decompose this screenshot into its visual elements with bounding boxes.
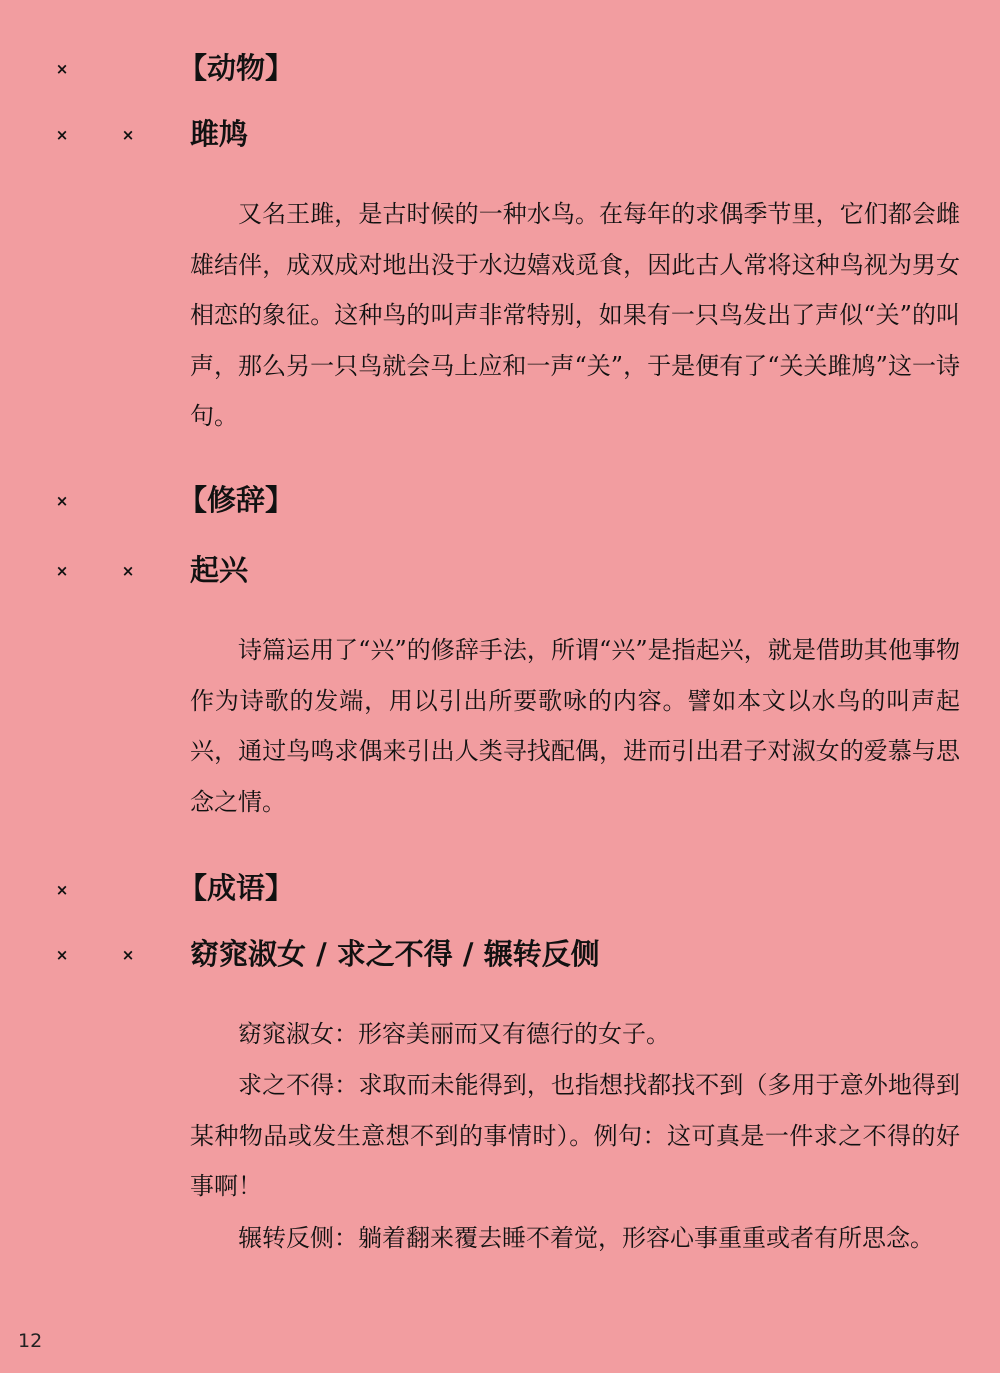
cross-mark-icon: × (121, 562, 135, 580)
cross-mark-icon: × (55, 126, 69, 144)
page-number: 12 (18, 1330, 43, 1352)
term-heading: 起兴 (190, 553, 249, 587)
cross-mark-icon: × (55, 60, 69, 78)
cross-mark-icon: × (55, 946, 69, 964)
term-heading: 雎鸠 (190, 117, 249, 151)
category-heading: 【成语】 (178, 871, 295, 905)
term-heading: 窈窕淑女 / 求之不得 / 辗转反侧 (190, 937, 600, 971)
cross-mark-icon: × (55, 562, 69, 580)
idiom-definition: 辗转反侧：躺着翻来覆去睡不着觉，形容心事重重或者有所思念。 (238, 1224, 934, 1252)
category-heading: 【修辞】 (178, 483, 295, 517)
idiom-definition: 求之不得：求取而未能得到，也指想找都找不到（多用于意外地得到某种物品或发生意想不到的事情时）。例句：这可真是一件求之不得的好事啊！ (190, 1071, 960, 1200)
cross-mark-icon: × (55, 492, 69, 510)
definition-paragraph: 诗篇运用了“兴”的修辞手法，所谓“兴”是指起兴，就是借助其他事物作为诗歌的发端，用以引出所要歌咏的内容。譬如本文以水鸟的叫声起兴，通过鸟鸣求偶来引出人类寻找配偶，进而引出君子对淑女的爱慕与思念之情。 (190, 636, 960, 816)
cross-mark-icon: × (121, 126, 135, 144)
cross-mark-icon: × (55, 881, 69, 899)
cross-mark-icon: × (121, 946, 135, 964)
idiom-definition: 窈窕淑女：形容美丽而又有德行的女子。 (238, 1020, 670, 1048)
definition-paragraph: 又名王雎，是古时候的一种水鸟。在每年的求偶季节里，它们都会雌雄结伴，成双成对地出没于水边嬉戏觅食，因此古人常将这种鸟视为男女相恋的象征。这种鸟的叫声非常特别，如果有一只鸟发出了声似“关”的叫声，那么另一只鸟就会马上应和一声“关”，于是便有了“关关雎鸠”这一诗句。 (190, 200, 960, 430)
category-heading: 【动物】 (178, 51, 295, 85)
